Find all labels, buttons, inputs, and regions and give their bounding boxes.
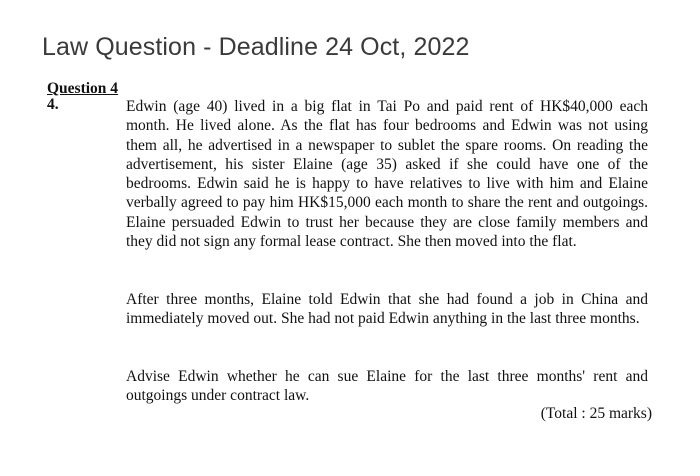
question-paragraph-3: Advise Edwin whether he can sue Elaine for the last three months' rent and outgoings under contract law. <box>126 368 648 405</box>
total-marks: (Total : 25 marks) <box>540 405 652 422</box>
page-title: Law Question - Deadline 24 Oct, 2022 <box>42 33 470 61</box>
question-heading: Question 4 <box>47 80 119 97</box>
question-paragraph-1: Edwin (age 40) lived in a big flat in Tai Po and paid rent of HK$40,000 each month. He lived alone. As the flat has four bedrooms and Edwin was not using them all, he advertised in a newspaper to sublet the spare rooms. On reading the advertisement, his sister Elaine (age 35) asked if she could have one of the bedrooms. Edwin said he is happy to have relatives to live with him and Elaine verbally agreed to pay him HK$15,000 each month to share the rent and outgoings. Elaine persuaded Edwin to trust her because they are close family members and they did not sign any formal lease contract. She then moved into the flat. <box>126 98 648 251</box>
question-paragraph-2: After three months, Elaine told Edwin that she had found a job in China and immediately moved out. She had not paid Edwin anything in the last three months. <box>126 291 648 328</box>
question-number: 4. <box>47 96 59 113</box>
